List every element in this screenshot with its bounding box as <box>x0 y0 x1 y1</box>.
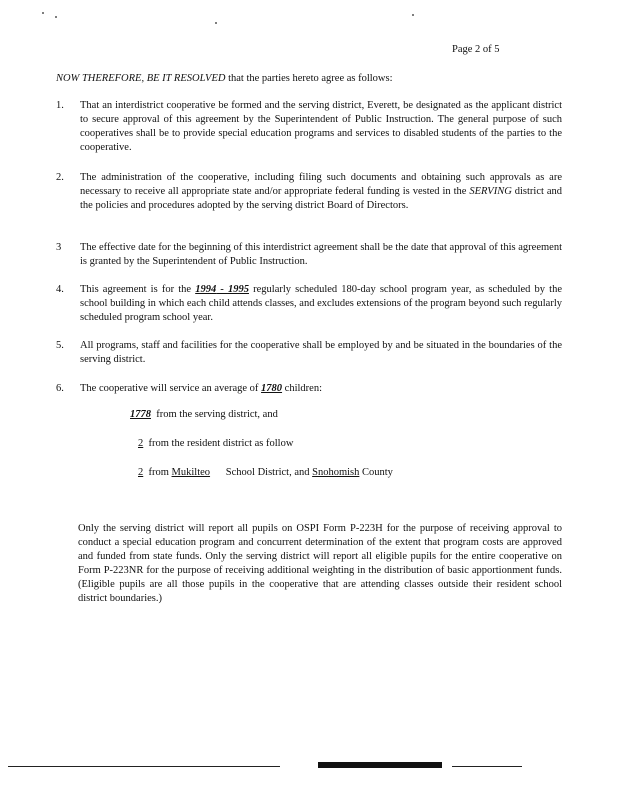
school-year-end: 1995 <box>227 284 249 295</box>
district-breakdown <box>130 467 393 478</box>
scan-speck <box>42 12 44 14</box>
item-number: 6. <box>56 383 64 394</box>
item-text-part: The administration of the cooperative, including filing such documents and obtaining such approvals as are necessary to receive all appropriate state and/or appropriate federal funding is vested in the <box>80 172 562 197</box>
footer-bar-center <box>318 762 442 768</box>
item-text: That an interdistrict cooperative be formed and the serving district, Everett, be designated as the applicant district to secure approval of this agreement by the Superintendent of Public Instruction. The general purpose of such cooperatives shall be to provide special education programs and services to disabled students of the parties to the cooperative. <box>80 100 562 153</box>
page-number: Page 2 of 5 <box>452 44 500 55</box>
resolution-italic: NOW THEREFORE, BE IT RESOLVED <box>56 73 226 84</box>
scan-speck <box>55 16 57 18</box>
item-number: 3 <box>56 242 62 253</box>
resident-text: from the resident district as follow <box>143 438 294 449</box>
scan-speck <box>215 22 217 24</box>
resolution-rest: that the parties hereto agree as follows: <box>225 73 393 84</box>
item-text: The effective date for the beginning of this interdistrict agreement shall be the date that approval of this agreement is granted by the Superintendent of Public Instruction. <box>80 242 562 267</box>
item-text <box>80 382 562 396</box>
district-count: 2 <box>138 467 144 478</box>
resident-count: 2 <box>138 438 144 449</box>
serving-count: 1778 <box>130 409 151 420</box>
item-text-part: regularly scheduled 180-day school program year, as scheduled by the school building in which each child attends classes, and excludes extensions of the program beyond such regularly scheduled program school year. <box>80 284 563 323</box>
item-text-part: children: <box>282 383 322 394</box>
item-number: 1. <box>56 100 64 111</box>
item-number: 5. <box>56 340 64 351</box>
serving-emphasis: SERVING <box>469 186 512 197</box>
resident-breakdown <box>130 438 293 449</box>
item-text: All programs, staff and facilities for the cooperative shall be employed by and be situated in the boundaries of the serving district. <box>80 340 562 365</box>
district-name: Mukilteo <box>171 467 211 478</box>
serving-text: from the serving district, and <box>151 409 278 420</box>
serving-breakdown <box>130 409 278 420</box>
item-text <box>80 171 562 213</box>
county-name: Snohomish <box>312 467 360 478</box>
school-year-start: 1994 <box>195 284 217 295</box>
item-text-part: The cooperative will service an average of <box>80 383 262 394</box>
school-year-dash: - <box>216 284 228 295</box>
district-from: from <box>143 467 172 478</box>
item-text-part: This agreement is for the <box>80 284 196 295</box>
item-text-part: district and the policies and procedures adopted by the serving district Board of Directors. <box>80 186 563 211</box>
item-number: 4. <box>56 284 64 295</box>
county-suffix: County <box>359 467 393 478</box>
item-number: 2. <box>56 172 64 183</box>
scan-speck <box>412 14 414 16</box>
closing-paragraph: Only the serving district will report all pupils on OSPI Form P-223H for the purpose of receiving approval to conduct a special education program and concurrent determination of the extent that program costs are approved and funded from state funds. Only the serving district will report all eligible pupils for the entire cooperative on Form P-223NR for the purpose of receiving additional weighting in the distribution of basic apportionment funds. (Eligible pupils are all those pupils in the cooperative that are attending classes outside their resident school district boundaries.) <box>78 523 562 604</box>
item-text <box>80 283 562 325</box>
district-mid-text: School District, and <box>210 467 313 478</box>
children-count: 1780 <box>261 383 283 394</box>
footer-rule-left <box>8 766 280 767</box>
footer-rule-right <box>452 766 522 767</box>
resolution-intro <box>56 73 393 84</box>
